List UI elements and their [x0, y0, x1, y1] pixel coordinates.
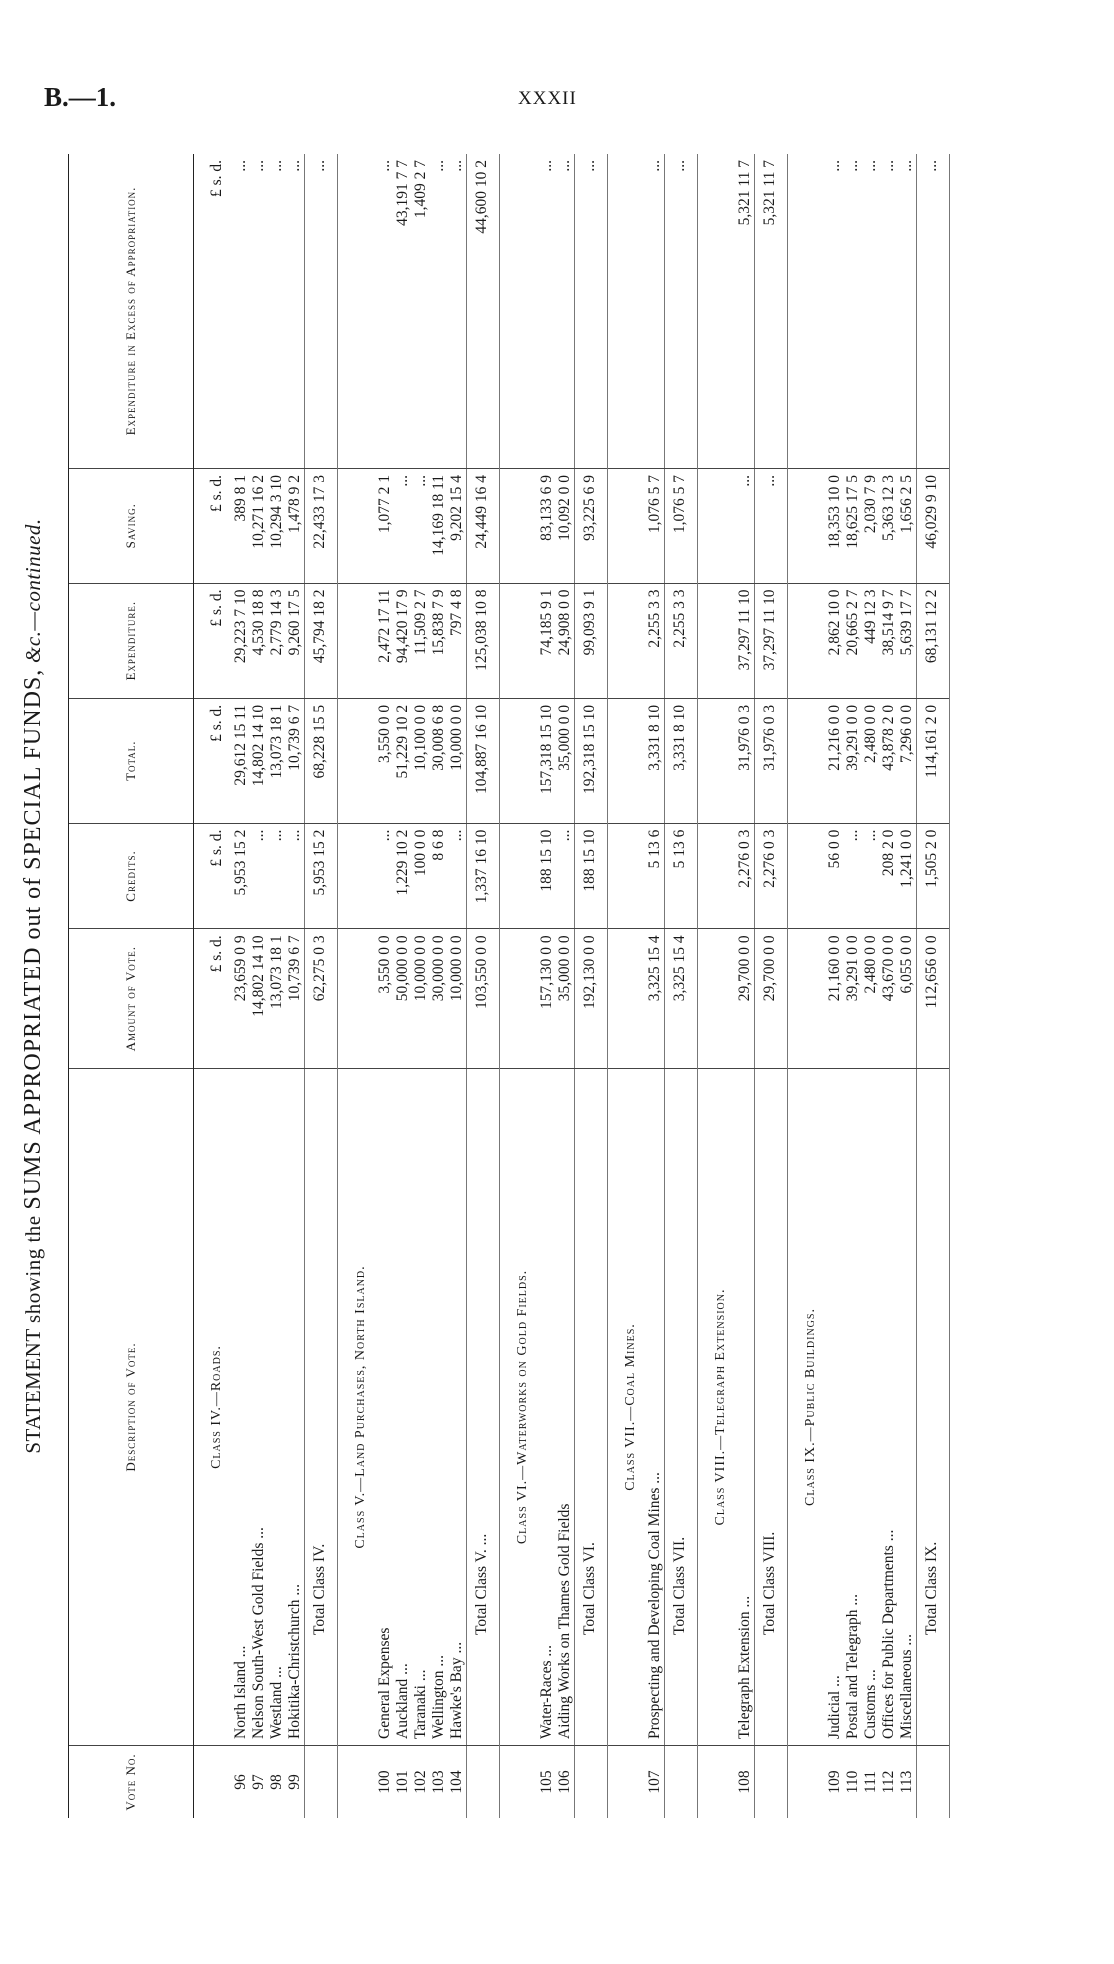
vote-no-cell	[665, 1746, 698, 1819]
unit-cell: £ s. d.	[194, 929, 233, 1069]
unit-cell	[338, 823, 377, 929]
saving-cell: 1,076 5 7	[646, 468, 665, 583]
amount-cell: 3,550 0 0	[376, 929, 394, 1069]
unit-cell	[608, 154, 647, 468]
col-expenditure: Expenditure.	[69, 583, 194, 698]
table-row	[736, 154, 755, 1818]
total-excess-cell: 44,600 10 2	[467, 154, 500, 468]
col-excess: Expenditure in Excess of Appropriation.	[69, 154, 194, 468]
description-cell: Taranaki ...	[412, 1069, 430, 1746]
credits-cell: 5 13 6	[646, 823, 665, 929]
total-amount-cell: 3,325 15 4	[665, 929, 698, 1069]
table-row	[898, 154, 917, 1818]
class-title: Class V.—Land Purchases, North Island.	[353, 1265, 368, 1549]
vote-no-cell: 103	[430, 1770, 447, 1794]
class-title-cell	[698, 1069, 737, 1746]
vote-no-cell	[608, 1746, 647, 1819]
description-cell: Wellington ...	[430, 1069, 448, 1746]
class-header-row	[194, 154, 233, 1818]
vote-no-cell: 111	[862, 1770, 879, 1794]
credits-cell: 208 2 0	[880, 823, 898, 929]
class-title-cell	[500, 1069, 539, 1746]
excess-cell: ...	[448, 154, 467, 468]
unit-cell	[698, 468, 737, 583]
description-cell: Telegraph Extension ...	[736, 1069, 755, 1746]
total-cell: 29,612 15 11	[232, 698, 250, 823]
class-total-row	[575, 154, 608, 1818]
vote-no-cell	[755, 1746, 788, 1819]
total-credits-cell: 5,953 15 2	[305, 823, 338, 929]
class-title-cell	[608, 1069, 647, 1746]
title-main: SUMS APPROPRIATED out of SPECIAL FUNDS,	[20, 668, 46, 1210]
total-excess-cell: ...	[917, 154, 950, 468]
amount-cell: 29,700 0 0	[736, 929, 755, 1069]
expenditure-cell: 94,420 17 9	[394, 583, 412, 698]
vote-no-cell: 104	[448, 1770, 465, 1794]
vote-no-cell	[467, 1746, 500, 1819]
table-row	[412, 154, 430, 1818]
expenditure-cell: 2,255 3 3	[646, 583, 665, 698]
saving-cell: 1,656 2 5	[898, 468, 917, 583]
expenditure-cell: 2,862 10 0	[826, 583, 844, 698]
table-row	[844, 154, 862, 1818]
total-amount-cell: 192,130 0 0	[575, 929, 608, 1069]
description-cell: Customs ...	[862, 1069, 880, 1746]
amount-cell: 13,073 18 1	[268, 929, 286, 1069]
unit-cell	[338, 698, 377, 823]
total-credits-cell: 5 13 6	[665, 823, 698, 929]
vote-no-cell: 110	[844, 1770, 861, 1794]
total-amount-cell: 29,700 0 0	[755, 929, 788, 1069]
total-saving-cell: 1,076 5 7	[665, 468, 698, 583]
expenditure-cell: 38,514 9 7	[880, 583, 898, 698]
col-total: Total.	[69, 698, 194, 823]
unit-cell	[698, 698, 737, 823]
amount-cell: 39,291 0 0	[844, 929, 862, 1069]
expenditure-cell: 5,639 17 7	[898, 583, 917, 698]
unit-cell	[500, 929, 539, 1069]
unit-cell	[608, 698, 647, 823]
excess-cell: ...	[646, 154, 665, 468]
unit-cell	[788, 583, 827, 698]
excess-cell: ...	[844, 154, 862, 468]
credits-cell: ...	[556, 823, 575, 929]
vote-no-cell: 109	[826, 1770, 843, 1794]
description-cell: Miscellaneous ...	[898, 1069, 917, 1746]
amount-cell: 157,130 0 0	[538, 929, 556, 1069]
expenditure-cell: 74,185 9 1	[538, 583, 556, 698]
unit-cell: £ s. d.	[194, 468, 233, 583]
description-cell: Aiding Works on Thames Gold Fields	[556, 1069, 575, 1746]
total-total-cell: 3,331 8 10	[665, 698, 698, 823]
total-cell: 13,073 18 1	[268, 698, 286, 823]
saving-cell: 10,092 0 0	[556, 468, 575, 583]
total-total-cell: 31,976 0 3	[755, 698, 788, 823]
vote-no-cell	[194, 1746, 233, 1819]
table-row	[556, 154, 575, 1818]
credits-cell: ...	[844, 823, 862, 929]
vote-no-cell: 107	[646, 1770, 663, 1794]
unit-cell: £ s. d.	[194, 698, 233, 823]
total-saving-cell: 24,449 16 4	[467, 468, 500, 583]
total-cell: 21,216 0 0	[826, 698, 844, 823]
expenditure-cell: 11,509 2 7	[412, 583, 430, 698]
total-total-cell: 104,887 16 10	[467, 698, 500, 823]
amount-cell: 2,480 0 0	[862, 929, 880, 1069]
credits-cell: 5,953 15 2	[232, 823, 250, 929]
total-credits-cell: 188 15 10	[575, 823, 608, 929]
table-row	[430, 154, 448, 1818]
total-excess-cell: ...	[575, 154, 608, 468]
class-title-cell	[338, 1069, 377, 1746]
amount-cell: 3,325 15 4	[646, 929, 665, 1069]
class-header-row	[788, 154, 827, 1818]
total-cell: 14,802 14 10	[250, 698, 268, 823]
total-cell: 51,229 10 2	[394, 698, 412, 823]
total-credits-cell: 2,276 0 3	[755, 823, 788, 929]
credits-cell: 8 6 8	[430, 823, 448, 929]
table-row	[376, 154, 394, 1818]
unit-cell	[338, 468, 377, 583]
vote-no-cell: 112	[880, 1770, 897, 1794]
class-title: Class VI.—Waterworks on Gold Fields.	[515, 1269, 530, 1545]
table-row	[250, 154, 268, 1818]
total-label-cell: Total Class VIII.	[755, 1069, 788, 1746]
amount-cell: 50,000 0 0	[394, 929, 412, 1069]
unit-cell	[500, 583, 539, 698]
table-row	[646, 154, 665, 1818]
page-reference: B.—1.	[44, 82, 117, 112]
expenditure-cell: 449 12 3	[862, 583, 880, 698]
vote-no-cell: 106	[556, 1770, 573, 1794]
unit-cell	[788, 929, 827, 1069]
class-header-row	[608, 154, 647, 1818]
unit-cell	[338, 154, 377, 468]
credits-cell: ...	[376, 823, 394, 929]
statement-title	[20, 154, 47, 1818]
amount-cell: 14,802 14 10	[250, 929, 268, 1069]
excess-cell: 1,409 2 7	[412, 154, 430, 468]
total-expenditure-cell: 125,038 10 8	[467, 583, 500, 698]
total-expenditure-cell: 2,255 3 3	[665, 583, 698, 698]
description-cell: North Island ...	[232, 1069, 250, 1746]
credits-cell: ...	[862, 823, 880, 929]
unit-cell	[788, 154, 827, 468]
excess-cell: ...	[430, 154, 448, 468]
unit-cell: £ s. d.	[194, 583, 233, 698]
expenditure-cell: 24,908 0 0	[556, 583, 575, 698]
amount-cell: 10,739 6 7	[286, 929, 305, 1069]
class-header-row	[338, 154, 377, 1818]
class-total-row	[665, 154, 698, 1818]
saving-cell: ...	[412, 468, 430, 583]
table-row	[286, 154, 305, 1818]
total-cell: 39,291 0 0	[844, 698, 862, 823]
unit-cell	[608, 929, 647, 1069]
expenditure-cell: 15,838 7 9	[430, 583, 448, 698]
rotated-statement	[20, 154, 1070, 1818]
unit-cell	[500, 823, 539, 929]
amount-cell: 43,670 0 0	[880, 929, 898, 1069]
total-amount-cell: 112,656 0 0	[917, 929, 950, 1069]
total-cell: 7,296 0 0	[898, 698, 917, 823]
table-body	[194, 154, 950, 1818]
table-row	[448, 154, 467, 1818]
saving-cell: 10,271 16 2	[250, 468, 268, 583]
appropriations-table	[68, 154, 950, 1818]
credits-cell: 100 0 0	[412, 823, 430, 929]
unit-cell	[338, 929, 377, 1069]
total-label-cell: Total Class IV.	[305, 1069, 338, 1746]
total-saving-cell: 46,029 9 10	[917, 468, 950, 583]
saving-cell: 5,363 12 3	[880, 468, 898, 583]
total-saving-cell: 93,225 6 9	[575, 468, 608, 583]
description-cell: Postal and Telegraph ...	[844, 1069, 862, 1746]
amount-cell: 23,659 0 9	[232, 929, 250, 1069]
col-vote-no: Vote No.	[69, 1746, 194, 1819]
unit-cell	[698, 154, 737, 468]
excess-cell: ...	[232, 154, 250, 468]
expenditure-cell: 20,665 2 7	[844, 583, 862, 698]
total-amount-cell: 62,275 0 3	[305, 929, 338, 1069]
vote-no-cell	[500, 1746, 539, 1819]
total-excess-cell: 5,321 11 7	[755, 154, 788, 468]
saving-cell: 10,294 3 10	[268, 468, 286, 583]
vote-no-cell: 99	[286, 1774, 303, 1790]
unit-cell	[698, 929, 737, 1069]
credits-cell: 1,229 10 2	[394, 823, 412, 929]
vote-no-cell: 102	[412, 1770, 429, 1794]
unit-cell	[608, 468, 647, 583]
description-cell: General Expenses	[376, 1069, 394, 1746]
amount-cell: 35,000 0 0	[556, 929, 575, 1069]
excess-cell: ...	[556, 154, 575, 468]
unit-cell	[698, 583, 737, 698]
amount-cell: 10,000 0 0	[412, 929, 430, 1069]
unit-cell	[698, 823, 737, 929]
excess-cell: ...	[898, 154, 917, 468]
col-amount: Amount of Vote.	[69, 929, 194, 1069]
total-total-cell: 192,318 15 10	[575, 698, 608, 823]
class-title: Class VIII.—Telegraph Extension.	[713, 1288, 728, 1526]
expenditure-cell: 4,530 18 8	[250, 583, 268, 698]
credits-cell: ...	[448, 823, 467, 929]
unit-cell	[788, 468, 827, 583]
excess-cell: ...	[250, 154, 268, 468]
unit-cell	[608, 583, 647, 698]
saving-cell: 18,625 17 5	[844, 468, 862, 583]
total-expenditure-cell: 99,093 9 1	[575, 583, 608, 698]
credits-cell: 56 0 0	[826, 823, 844, 929]
total-expenditure-cell: 45,794 18 2	[305, 583, 338, 698]
total-label-cell: Total Class V. ...	[467, 1069, 500, 1746]
vote-no-cell: 98	[268, 1774, 285, 1790]
excess-cell: ...	[880, 154, 898, 468]
saving-cell: 9,202 15 4	[448, 468, 467, 583]
saving-cell: 18,353 10 0	[826, 468, 844, 583]
vote-no-cell: 105	[538, 1770, 555, 1794]
excess-cell: 5,321 11 7	[736, 154, 755, 468]
unit-cell	[788, 698, 827, 823]
excess-cell: ...	[286, 154, 305, 468]
total-credits-cell: 1,337 16 10	[467, 823, 500, 929]
saving-cell: 1,077 2 1	[376, 468, 394, 583]
credits-cell: 2,276 0 3	[736, 823, 755, 929]
total-label-cell: Total Class VI.	[575, 1069, 608, 1746]
vote-no-cell	[575, 1746, 608, 1819]
total-saving-cell: 22,433 17 3	[305, 468, 338, 583]
total-cell: 43,878 2 0	[880, 698, 898, 823]
total-total-cell: 114,161 2 0	[917, 698, 950, 823]
total-total-cell: 68,228 15 5	[305, 698, 338, 823]
vote-no-cell	[698, 1746, 737, 1819]
class-header-row	[500, 154, 539, 1818]
expenditure-cell: 797 4 8	[448, 583, 467, 698]
vote-no-cell: 101	[394, 1770, 411, 1794]
class-title-cell	[788, 1069, 827, 1746]
total-cell: 157,318 15 10	[538, 698, 556, 823]
vote-no-cell: 100	[376, 1770, 393, 1794]
class-total-row	[917, 154, 950, 1818]
amount-cell: 30,000 0 0	[430, 929, 448, 1069]
table-row	[538, 154, 556, 1818]
total-cell: 2,480 0 0	[862, 698, 880, 823]
saving-cell: 2,030 7 9	[862, 468, 880, 583]
class-total-row	[467, 154, 500, 1818]
table-row	[232, 154, 250, 1818]
class-header-row	[698, 154, 737, 1818]
credits-cell: ...	[250, 823, 268, 929]
total-credits-cell: 1,505 2 0	[917, 823, 950, 929]
unit-cell	[500, 698, 539, 823]
total-label-cell: Total Class VII.	[665, 1069, 698, 1746]
vote-no-cell: 113	[898, 1770, 915, 1794]
total-cell: 35,000 0 0	[556, 698, 575, 823]
excess-cell: ...	[826, 154, 844, 468]
table-header-row	[69, 154, 194, 1818]
vote-no-cell	[788, 1746, 827, 1819]
unit-cell	[338, 583, 377, 698]
total-amount-cell: 103,550 0 0	[467, 929, 500, 1069]
description-cell: Hokitika-Christchurch ...	[286, 1069, 305, 1746]
title-post: &c.—continued.	[21, 518, 45, 663]
description-cell: Nelson South-West Gold Fields ...	[250, 1069, 268, 1746]
vote-no-cell	[917, 1746, 950, 1819]
vote-no-cell: 96	[232, 1774, 249, 1790]
class-total-row	[305, 154, 338, 1818]
excess-cell: ...	[862, 154, 880, 468]
total-saving-cell: ...	[755, 468, 788, 583]
credits-cell: 188 15 10	[538, 823, 556, 929]
total-cell: 10,000 0 0	[448, 698, 467, 823]
col-credits: Credits.	[69, 823, 194, 929]
table-row	[826, 154, 844, 1818]
credits-cell: 1,241 0 0	[898, 823, 917, 929]
description-cell: Offices for Public Departments ...	[880, 1069, 898, 1746]
amount-cell: 10,000 0 0	[448, 929, 467, 1069]
expenditure-cell: 29,223 7 10	[232, 583, 250, 698]
vote-no-cell	[338, 1746, 377, 1819]
excess-cell: 43,191 7 7	[394, 154, 412, 468]
total-expenditure-cell: 68,131 12 2	[917, 583, 950, 698]
unit-cell	[500, 468, 539, 583]
total-cell: 10,100 0 0	[412, 698, 430, 823]
saving-cell: 83,133 6 9	[538, 468, 556, 583]
expenditure-cell: 2,472 17 11	[376, 583, 394, 698]
vote-no-cell: 108	[736, 1770, 753, 1794]
table-row	[394, 154, 412, 1818]
amount-cell: 21,160 0 0	[826, 929, 844, 1069]
class-total-row	[755, 154, 788, 1818]
total-excess-cell: ...	[305, 154, 338, 468]
class-title: Class VII.—Coal Mines.	[623, 1323, 638, 1491]
total-expenditure-cell: 37,297 11 10	[755, 583, 788, 698]
class-title-cell	[194, 1069, 233, 1746]
vote-no-cell	[305, 1746, 338, 1819]
excess-cell: ...	[268, 154, 286, 468]
table-row	[862, 154, 880, 1818]
total-excess-cell: ...	[665, 154, 698, 468]
unit-cell	[500, 154, 539, 468]
total-label-cell: Total Class IX.	[917, 1069, 950, 1746]
unit-cell: £ s. d.	[194, 823, 233, 929]
description-cell: Prospecting and Developing Coal Mines ...	[646, 1069, 665, 1746]
saving-cell: ...	[736, 468, 755, 583]
credits-cell: ...	[268, 823, 286, 929]
excess-cell: ...	[538, 154, 556, 468]
total-cell: 3,331 8 10	[646, 698, 665, 823]
description-cell: Judicial ...	[826, 1069, 844, 1746]
description-cell: Auckland ...	[394, 1069, 412, 1746]
expenditure-cell: 2,779 14 3	[268, 583, 286, 698]
saving-cell: 389 8 1	[232, 468, 250, 583]
total-cell: 30,008 6 8	[430, 698, 448, 823]
credits-cell: ...	[286, 823, 305, 929]
unit-cell	[608, 823, 647, 929]
amount-cell: 6,055 0 0	[898, 929, 917, 1069]
page-number: XXXII	[518, 88, 577, 109]
expenditure-cell: 9,260 17 5	[286, 583, 305, 698]
saving-cell: ...	[394, 468, 412, 583]
class-title: Class IV.—Roads.	[209, 1345, 224, 1469]
saving-cell: 14,169 18 11	[430, 468, 448, 583]
total-cell: 31,976 0 3	[736, 698, 755, 823]
description-cell: Water-Races ...	[538, 1069, 556, 1746]
total-cell: 3,550 0 0	[376, 698, 394, 823]
saving-cell: 1,478 9 2	[286, 468, 305, 583]
title-pre: STATEMENT showing the	[21, 1215, 45, 1454]
unit-cell: £ s. d.	[194, 154, 233, 468]
description-cell: Westland ...	[268, 1069, 286, 1746]
table-row	[880, 154, 898, 1818]
col-description: Description of Vote.	[69, 1069, 194, 1746]
vote-no-cell: 97	[250, 1774, 267, 1790]
description-cell: Hawke's Bay ...	[448, 1069, 467, 1746]
unit-cell	[788, 823, 827, 929]
total-cell: 10,739 6 7	[286, 698, 305, 823]
class-title: Class IX.—Public Buildings.	[803, 1308, 818, 1506]
table-row	[268, 154, 286, 1818]
expenditure-cell: 37,297 11 10	[736, 583, 755, 698]
excess-cell: ...	[376, 154, 394, 468]
col-saving: Saving.	[69, 468, 194, 583]
